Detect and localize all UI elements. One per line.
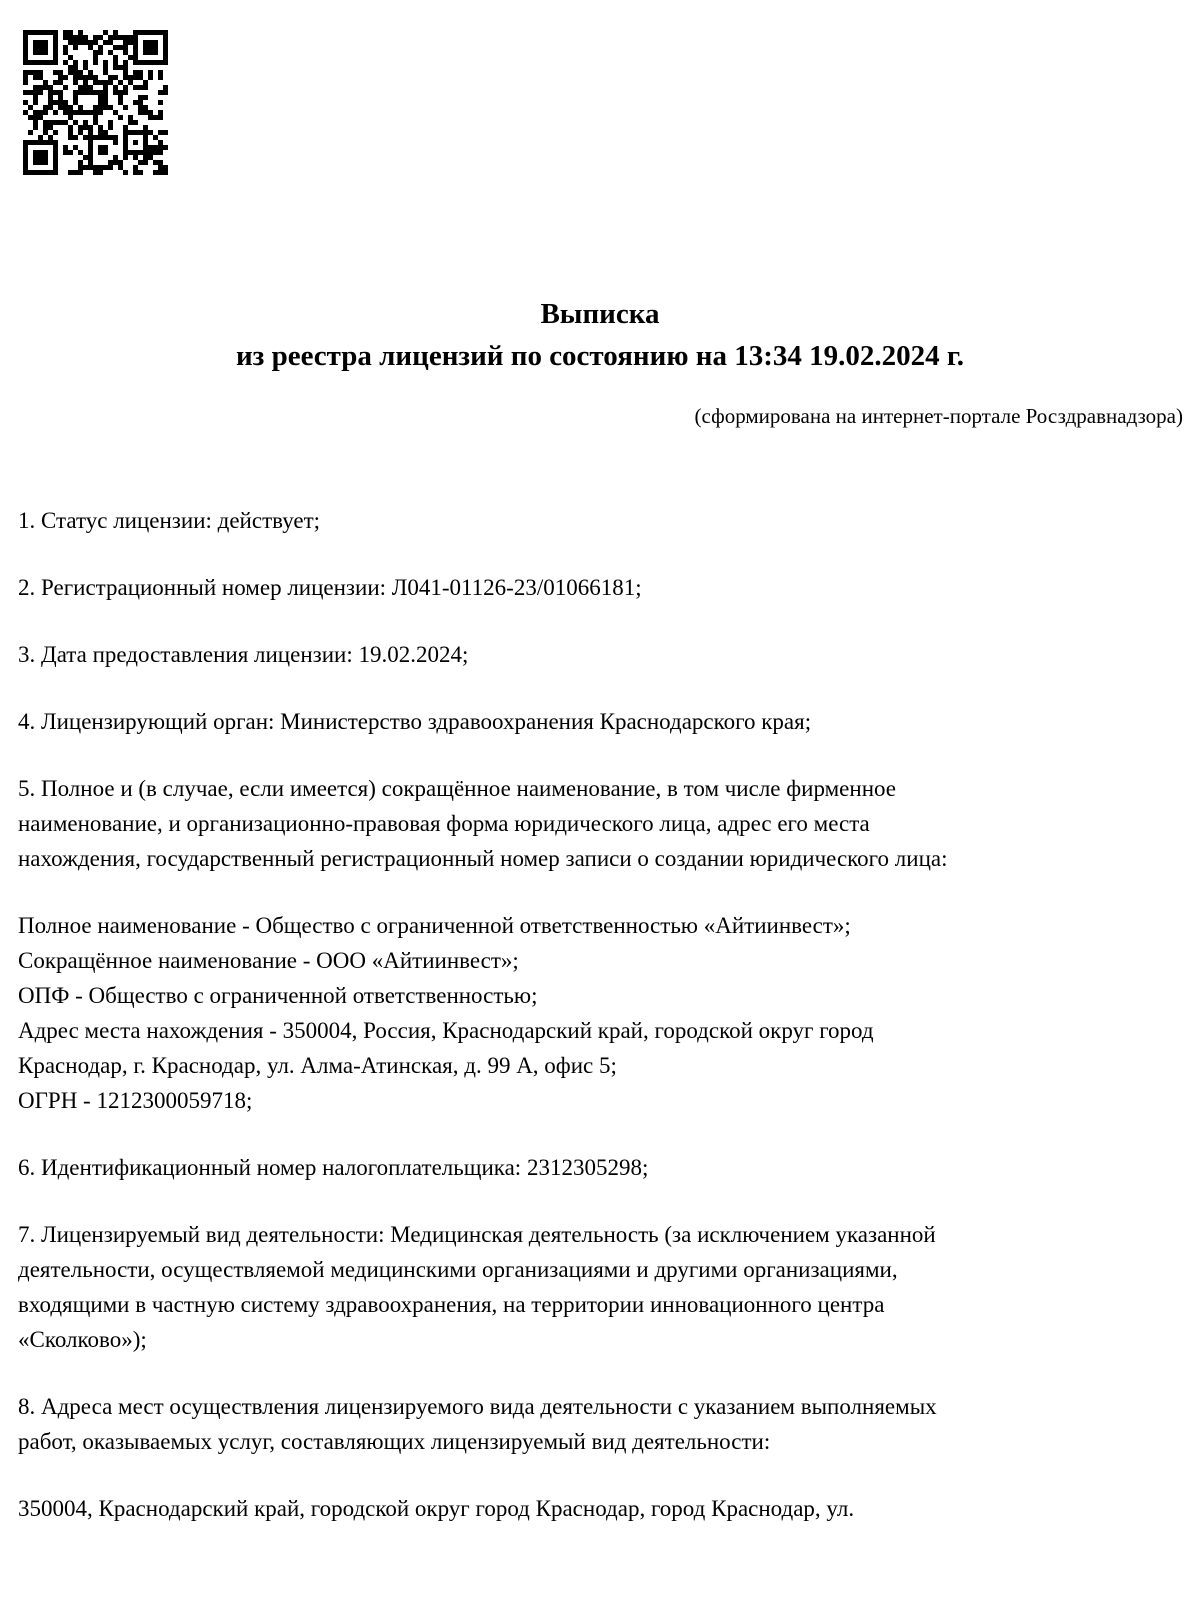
- text-line: Полное наименование - Общество с ограниченной ответственностью «Айтиинвест»;: [18, 913, 851, 938]
- paragraph: [18, 570, 1182, 605]
- text-line: работ, оказываемых услуг, составляющих лицензируемый вид деятельности:: [18, 1429, 771, 1454]
- title-line-2: из реестра лицензий по состоянию на 13:34 19.02.2024 г.: [235, 340, 965, 372]
- text-line: 4. Лицензирующий орган: Министерство здравоохранения Краснодарского края;: [18, 709, 812, 734]
- text-line: 2. Регистрационный номер лицензии: Л041-01126-23/01066181;: [18, 575, 642, 600]
- text-line: входящими в частную систему здравоохранения, на территории инновационного центра: [18, 1292, 885, 1317]
- document-title: [0, 293, 1200, 377]
- text-line: «Сколково»);: [18, 1327, 147, 1352]
- document-body: [0, 503, 1200, 1526]
- text-line: 1. Статус лицензии: действует;: [18, 508, 321, 533]
- text-line: 5. Полное и (в случае, если имеется) сокращённое наименование, в том числе фирменное: [18, 776, 896, 801]
- text-line: наименование, и организационно-правовая форма юридического лица, адрес его места: [18, 811, 870, 836]
- paragraph: [18, 771, 1182, 876]
- text-line: 350004, Краснодарский край, городской округ город Краснодар, город Краснодар, ул.: [18, 1496, 855, 1521]
- text-line: ОГРН - 1212300059718;: [18, 1088, 253, 1113]
- paragraph: [18, 1491, 1182, 1526]
- generation-note: (сформирована на интернет-портале Росздравнадзора): [694, 404, 1183, 428]
- text-line: 7. Лицензируемый вид деятельности: Медицинская деятельность (за исключением указанной: [18, 1222, 936, 1247]
- text-line: Адрес места нахождения - 350004, Россия, Краснодарский край, городской округ город: [18, 1018, 874, 1043]
- paragraph: [18, 1389, 1182, 1459]
- paragraph: [18, 908, 1182, 1118]
- text-line: 3. Дата предоставления лицензии: 19.02.2024;: [18, 642, 469, 667]
- paragraph: [18, 503, 1182, 538]
- paragraph: [18, 1150, 1182, 1185]
- paragraph: [18, 1217, 1182, 1357]
- text-line: 8. Адреса мест осуществления лицензируемого вида деятельности с указанием выполняемых: [18, 1394, 937, 1419]
- title-line-1: Выписка: [540, 298, 660, 330]
- text-line: нахождения, государственный регистрационный номер записи о создании юридического лица:: [18, 846, 948, 871]
- text-line: деятельности, осуществляемой медицинскими организациями и другими организациями,: [18, 1257, 898, 1282]
- qr-code: [23, 30, 168, 175]
- paragraph: [18, 637, 1182, 672]
- text-line: 6. Идентификационный номер налогоплательщика: 2312305298;: [18, 1155, 649, 1180]
- text-line: ОПФ - Общество с ограниченной ответственностью;: [18, 983, 538, 1008]
- text-line: Сокращённое наименование - ООО «Айтиинвест»;: [18, 948, 519, 973]
- paragraph: [18, 704, 1182, 739]
- text-line: Краснодар, г. Краснодар, ул. Алма-Атинская, д. 99 А, офис 5;: [18, 1053, 617, 1078]
